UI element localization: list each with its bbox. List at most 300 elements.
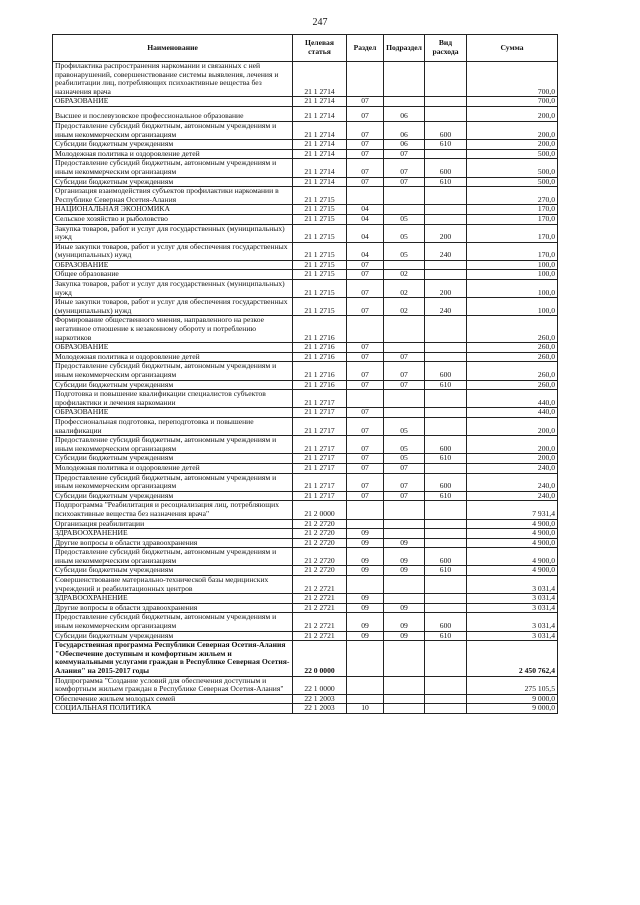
cell-subsection	[384, 694, 425, 704]
cell-subsection: 02	[384, 280, 425, 298]
table-row	[53, 473, 558, 491]
cell-code: 21 1 2714	[293, 121, 347, 139]
cell-subsection: 06	[384, 106, 425, 121]
cell-code: 21 1 2715	[293, 214, 347, 224]
cell-code: 21 1 2714	[293, 106, 347, 121]
table-row	[53, 538, 558, 548]
cell-section: 07	[347, 159, 384, 177]
cell-code: 21 2 2720	[293, 529, 347, 539]
cell-section	[347, 62, 384, 97]
cell-section: 09	[347, 631, 384, 641]
table-row	[53, 631, 558, 641]
cell-sum: 200,0	[467, 140, 558, 150]
table-row	[53, 159, 558, 177]
cell-name: ЗДРАВООХРАНЕНИЕ	[53, 529, 293, 539]
cell-subsection	[384, 187, 425, 205]
cell-section: 09	[347, 594, 384, 604]
cell-type: 600	[425, 436, 467, 454]
cell-type	[425, 529, 467, 539]
cell-sum: 240,0	[467, 473, 558, 491]
cell-code: 21 1 2717	[293, 463, 347, 473]
cell-code: 21 1 2716	[293, 380, 347, 390]
cell-code: 21 1 2717	[293, 436, 347, 454]
cell-subsection	[384, 205, 425, 215]
table-row	[53, 149, 558, 159]
cell-code: 21 1 2715	[293, 187, 347, 205]
cell-subsection: 05	[384, 214, 425, 224]
cell-sum: 700,0	[467, 97, 558, 107]
table-row	[53, 390, 558, 408]
cell-subsection: 07	[384, 380, 425, 390]
cell-sum: 3 031,4	[467, 594, 558, 604]
cell-sum: 700,0	[467, 62, 558, 97]
cell-sum: 260,0	[467, 352, 558, 362]
cell-code: 21 1 2717	[293, 454, 347, 464]
cell-name: Подпрограмма "Создание условий для обеспечения доступным и комфортным жильем граждан в Республике Северная Осетия-Алания"	[53, 676, 293, 694]
cell-type	[425, 463, 467, 473]
cell-section	[347, 501, 384, 519]
cell-subsection: 09	[384, 538, 425, 548]
table-row	[53, 463, 558, 473]
cell-subsection	[384, 576, 425, 594]
cell-section: 07	[347, 140, 384, 150]
table-row	[53, 641, 558, 676]
cell-section: 07	[347, 260, 384, 270]
table-row	[53, 694, 558, 704]
cell-type	[425, 417, 467, 435]
cell-section	[347, 187, 384, 205]
cell-section: 07	[347, 362, 384, 380]
cell-section: 07	[347, 280, 384, 298]
cell-type: 610	[425, 454, 467, 464]
cell-type: 610	[425, 491, 467, 501]
cell-subsection	[384, 62, 425, 97]
cell-code: 22 1 0000	[293, 676, 347, 694]
cell-subsection: 05	[384, 242, 425, 260]
cell-subsection: 07	[384, 149, 425, 159]
cell-code: 21 1 2717	[293, 473, 347, 491]
cell-sum: 200,0	[467, 417, 558, 435]
table-row	[53, 436, 558, 454]
cell-section	[347, 390, 384, 408]
table-row	[53, 242, 558, 260]
table-row	[53, 380, 558, 390]
table-row	[53, 280, 558, 298]
cell-subsection: 02	[384, 298, 425, 316]
cell-section: 07	[347, 454, 384, 464]
cell-sum: 260,0	[467, 380, 558, 390]
cell-code: 22 1 2003	[293, 704, 347, 714]
table-row	[53, 140, 558, 150]
table-row	[53, 214, 558, 224]
cell-code: 21 2 2721	[293, 594, 347, 604]
cell-subsection	[384, 704, 425, 714]
cell-type	[425, 149, 467, 159]
table-row	[53, 603, 558, 613]
cell-section	[347, 519, 384, 529]
cell-type	[425, 390, 467, 408]
cell-name: НАЦИОНАЛЬНАЯ ЭКОНОМИКА	[53, 205, 293, 215]
table-row	[53, 205, 558, 215]
cell-type: 200	[425, 224, 467, 242]
cell-section	[347, 641, 384, 676]
cell-subsection: 09	[384, 613, 425, 631]
cell-section: 09	[347, 566, 384, 576]
cell-section: 07	[347, 380, 384, 390]
cell-subsection	[384, 343, 425, 353]
cell-subsection	[384, 594, 425, 604]
cell-sum: 100,0	[467, 270, 558, 280]
cell-section: 07	[347, 417, 384, 435]
cell-name: Высшее и послевузовское профессиональное образование	[53, 106, 293, 121]
cell-name: Организация взаимодействия субъектов профилактики наркомании в Республике Северная Осетия-Алания	[53, 187, 293, 205]
table-row	[53, 491, 558, 501]
cell-name: Формирование общественного мнения, направленного на резкое негативное отношение к незаконному обороту и потреблению наркотиков	[53, 316, 293, 343]
table-row	[53, 613, 558, 631]
cell-type: 600	[425, 548, 467, 566]
cell-sum: 170,0	[467, 214, 558, 224]
cell-subsection: 09	[384, 566, 425, 576]
cell-sum: 500,0	[467, 149, 558, 159]
cell-section: 07	[347, 121, 384, 139]
header-sum: Сумма	[467, 35, 558, 62]
cell-code: 22 0 0000	[293, 641, 347, 676]
cell-section: 04	[347, 214, 384, 224]
cell-type: 610	[425, 631, 467, 641]
cell-type: 600	[425, 362, 467, 380]
cell-type	[425, 316, 467, 343]
cell-code: 21 1 2715	[293, 205, 347, 215]
cell-type	[425, 106, 467, 121]
cell-name: Субсидии бюджетным учреждениям	[53, 140, 293, 150]
cell-subsection	[384, 641, 425, 676]
cell-section: 10	[347, 704, 384, 714]
cell-sum: 500,0	[467, 159, 558, 177]
table-row	[53, 316, 558, 343]
table-row	[53, 298, 558, 316]
cell-subsection: 07	[384, 362, 425, 380]
cell-section: 09	[347, 529, 384, 539]
cell-type	[425, 519, 467, 529]
cell-sum: 200,0	[467, 121, 558, 139]
cell-section: 04	[347, 242, 384, 260]
table-row	[53, 224, 558, 242]
cell-section: 07	[347, 436, 384, 454]
cell-code: 21 1 2717	[293, 491, 347, 501]
cell-code: 21 1 2714	[293, 97, 347, 107]
cell-name: Предоставление субсидий бюджетным, автономным учреждениям и иным некоммерческим организациям	[53, 473, 293, 491]
cell-subsection	[384, 408, 425, 418]
cell-subsection: 06	[384, 121, 425, 139]
cell-name: ОБРАЗОВАНИЕ	[53, 343, 293, 353]
cell-name: Профилактика распространения наркомании и связанных с ней правонарушений, совершенствование системы выявления, лечения и реабилитации лиц, потребляющих психоактивные вещества без назначения врача	[53, 62, 293, 97]
cell-type: 240	[425, 298, 467, 316]
table-row	[53, 454, 558, 464]
cell-sum: 500,0	[467, 177, 558, 187]
cell-type	[425, 641, 467, 676]
cell-name: Иные закупки товаров, работ и услуг для обеспечения государственных (муниципальных) нужд	[53, 242, 293, 260]
cell-code: 21 1 2717	[293, 408, 347, 418]
cell-name: Субсидии бюджетным учреждениям	[53, 566, 293, 576]
cell-code: 21 1 2716	[293, 343, 347, 353]
cell-subsection: 05	[384, 224, 425, 242]
cell-sum: 275 105,5	[467, 676, 558, 694]
cell-section: 04	[347, 224, 384, 242]
cell-type	[425, 676, 467, 694]
cell-type: 200	[425, 280, 467, 298]
cell-sum: 170,0	[467, 242, 558, 260]
cell-sum: 260,0	[467, 362, 558, 380]
cell-type: 610	[425, 140, 467, 150]
cell-type: 610	[425, 566, 467, 576]
cell-type: 610	[425, 380, 467, 390]
cell-section: 07	[347, 97, 384, 107]
cell-subsection: 09	[384, 631, 425, 641]
page-number: 247	[312, 17, 328, 28]
table-row	[53, 352, 558, 362]
table-row	[53, 97, 558, 107]
cell-code: 21 1 2715	[293, 224, 347, 242]
cell-sum: 7 931,4	[467, 501, 558, 519]
table-row	[53, 501, 558, 519]
cell-code: 21 1 2714	[293, 140, 347, 150]
cell-subsection: 07	[384, 491, 425, 501]
cell-section: 07	[347, 473, 384, 491]
cell-subsection: 05	[384, 417, 425, 435]
cell-section: 07	[347, 106, 384, 121]
cell-sum: 100,0	[467, 260, 558, 270]
cell-name: Предоставление субсидий бюджетным, автономным учреждениям и иным некоммерческим организациям	[53, 121, 293, 139]
cell-name: Другие вопросы в области здравоохранения	[53, 538, 293, 548]
table-row	[53, 62, 558, 97]
cell-section: 07	[347, 352, 384, 362]
cell-type	[425, 694, 467, 704]
cell-type	[425, 594, 467, 604]
cell-name: Предоставление субсидий бюджетным, автономным учреждениям и иным некоммерческим организациям	[53, 159, 293, 177]
cell-type	[425, 214, 467, 224]
cell-sum: 440,0	[467, 408, 558, 418]
cell-subsection	[384, 316, 425, 343]
cell-name: ОБРАЗОВАНИЕ	[53, 408, 293, 418]
cell-subsection: 07	[384, 159, 425, 177]
table-row	[53, 177, 558, 187]
header-section: Раздел	[347, 35, 384, 62]
cell-type	[425, 408, 467, 418]
cell-type	[425, 205, 467, 215]
cell-section	[347, 676, 384, 694]
cell-sum: 270,0	[467, 187, 558, 205]
table-row	[53, 187, 558, 205]
cell-sum: 9 000,0	[467, 694, 558, 704]
cell-name: СОЦИАЛЬНАЯ ПОЛИТИКА	[53, 704, 293, 714]
cell-type: 600	[425, 613, 467, 631]
cell-name: Предоставление субсидий бюджетным, автономным учреждениям и иным некоммерческим организациям	[53, 362, 293, 380]
cell-name: Субсидии бюджетным учреждениям	[53, 454, 293, 464]
cell-name: Подготовка и повышение квалификации специалистов субъектов профилактики и лечения наркомании	[53, 390, 293, 408]
cell-subsection: 09	[384, 548, 425, 566]
table-row	[53, 548, 558, 566]
cell-type	[425, 576, 467, 594]
cell-name: Молодежная политика и оздоровление детей	[53, 149, 293, 159]
cell-subsection: 07	[384, 463, 425, 473]
cell-name: Общее образование	[53, 270, 293, 280]
cell-subsection: 02	[384, 270, 425, 280]
table-row	[53, 260, 558, 270]
cell-code: 21 1 2716	[293, 362, 347, 380]
cell-type	[425, 501, 467, 519]
cell-name: Субсидии бюджетным учреждениям	[53, 491, 293, 501]
header-name: Наименование	[53, 35, 293, 62]
cell-section: 07	[347, 270, 384, 280]
cell-sum: 100,0	[467, 298, 558, 316]
cell-subsection	[384, 390, 425, 408]
cell-name: Закупка товаров, работ и услуг для государственных (муниципальных) нужд	[53, 224, 293, 242]
cell-name: Закупка товаров, работ и услуг для государственных (муниципальных) нужд	[53, 280, 293, 298]
cell-code: 21 2 0000	[293, 501, 347, 519]
cell-sum: 260,0	[467, 316, 558, 343]
cell-section: 07	[347, 463, 384, 473]
cell-code: 21 1 2715	[293, 298, 347, 316]
cell-name: ОБРАЗОВАНИЕ	[53, 97, 293, 107]
cell-subsection	[384, 676, 425, 694]
cell-name: Иные закупки товаров, работ и услуг для обеспечения государственных (муниципальных) нужд	[53, 298, 293, 316]
cell-subsection: 07	[384, 177, 425, 187]
cell-subsection	[384, 260, 425, 270]
cell-code: 21 2 2721	[293, 603, 347, 613]
cell-type	[425, 603, 467, 613]
cell-type	[425, 343, 467, 353]
cell-section	[347, 316, 384, 343]
cell-type	[425, 704, 467, 714]
cell-name: Молодежная политика и оздоровление детей	[53, 352, 293, 362]
cell-name: Предоставление субсидий бюджетным, автономным учреждениям и иным некоммерческим организациям	[53, 548, 293, 566]
header-type: Вид расхода	[425, 35, 467, 62]
cell-name: ЗДРАВООХРАНЕНИЕ	[53, 594, 293, 604]
table-row	[53, 362, 558, 380]
cell-subsection	[384, 529, 425, 539]
header-code: Целевая статья	[293, 35, 347, 62]
cell-sum: 3 031,4	[467, 631, 558, 641]
table-row	[53, 408, 558, 418]
cell-code: 21 1 2716	[293, 352, 347, 362]
table-row	[53, 594, 558, 604]
cell-code: 21 2 2720	[293, 538, 347, 548]
cell-section: 07	[347, 298, 384, 316]
cell-section: 09	[347, 613, 384, 631]
cell-code: 21 1 2714	[293, 62, 347, 97]
cell-type	[425, 270, 467, 280]
cell-type: 600	[425, 159, 467, 177]
cell-sum: 4 900,0	[467, 566, 558, 576]
cell-section: 04	[347, 205, 384, 215]
cell-sum: 4 900,0	[467, 548, 558, 566]
cell-subsection: 06	[384, 140, 425, 150]
cell-code: 21 1 2714	[293, 149, 347, 159]
cell-section: 07	[347, 343, 384, 353]
table-header-row	[53, 35, 558, 62]
cell-sum: 3 031,4	[467, 613, 558, 631]
cell-code: 21 1 2715	[293, 280, 347, 298]
cell-section: 07	[347, 408, 384, 418]
cell-sum: 4 900,0	[467, 538, 558, 548]
cell-name: Субсидии бюджетным учреждениям	[53, 380, 293, 390]
cell-subsection	[384, 519, 425, 529]
cell-name: Молодежная политика и оздоровление детей	[53, 463, 293, 473]
cell-sum: 4 900,0	[467, 529, 558, 539]
cell-subsection: 09	[384, 603, 425, 613]
cell-section: 07	[347, 491, 384, 501]
cell-name: Подпрограмма "Реабилитация и ресоциализация лиц, потребляющих психоактивные вещества без назначения врача"	[53, 501, 293, 519]
cell-code: 21 2 2721	[293, 631, 347, 641]
cell-name: ОБРАЗОВАНИЕ	[53, 260, 293, 270]
cell-section: 07	[347, 149, 384, 159]
table-row	[53, 704, 558, 714]
cell-sum: 200,0	[467, 454, 558, 464]
cell-type: 240	[425, 242, 467, 260]
cell-code: 21 1 2715	[293, 260, 347, 270]
cell-name: Предоставление субсидий бюджетным, автономным учреждениям и иным некоммерческим организациям	[53, 613, 293, 631]
cell-sum: 4 900,0	[467, 519, 558, 529]
table-row	[53, 270, 558, 280]
cell-type	[425, 352, 467, 362]
cell-sum: 170,0	[467, 205, 558, 215]
table-row	[53, 566, 558, 576]
cell-subsection: 07	[384, 473, 425, 491]
cell-type	[425, 62, 467, 97]
cell-name: Другие вопросы в области здравоохранения	[53, 603, 293, 613]
cell-type	[425, 187, 467, 205]
cell-type: 600	[425, 473, 467, 491]
cell-name: Совершенствование материально-технической базы медицинских учреждений и реабилитационных центров	[53, 576, 293, 594]
cell-sum: 3 031,4	[467, 576, 558, 594]
cell-section: 07	[347, 177, 384, 187]
cell-code: 21 2 2720	[293, 519, 347, 529]
cell-name: Организация реабилитации	[53, 519, 293, 529]
cell-name: Профессиональная подготовка, переподготовка и повышение квалификации	[53, 417, 293, 435]
cell-sum: 2 450 762,4	[467, 641, 558, 676]
cell-sum: 170,0	[467, 224, 558, 242]
cell-sum: 3 031,4	[467, 603, 558, 613]
cell-code: 21 2 2721	[293, 613, 347, 631]
table-row	[53, 576, 558, 594]
cell-code: 21 1 2714	[293, 159, 347, 177]
cell-code: 21 1 2717	[293, 390, 347, 408]
cell-sum: 260,0	[467, 343, 558, 353]
table-body	[53, 62, 558, 714]
cell-name: Обеспечение жильем молодых семей	[53, 694, 293, 704]
cell-type	[425, 97, 467, 107]
cell-type: 600	[425, 121, 467, 139]
cell-sum: 100,0	[467, 280, 558, 298]
cell-subsection: 07	[384, 352, 425, 362]
table-row	[53, 343, 558, 353]
cell-section: 09	[347, 538, 384, 548]
cell-name: Государственная программа Республики Северная Осетия-Алания "Обеспечение доступным и комфортным жильем и коммунальными услугами граждан в Республике Северная Осетия-Алания" на 2015-2017 годы	[53, 641, 293, 676]
cell-code: 21 1 2717	[293, 417, 347, 435]
table-row	[53, 676, 558, 694]
cell-section	[347, 576, 384, 594]
table-row	[53, 519, 558, 529]
cell-name: Предоставление субсидий бюджетным, автономным учреждениям и иным некоммерческим организациям	[53, 436, 293, 454]
cell-sum: 200,0	[467, 106, 558, 121]
cell-sum: 240,0	[467, 463, 558, 473]
cell-sum: 440,0	[467, 390, 558, 408]
cell-subsection	[384, 97, 425, 107]
table-row	[53, 106, 558, 121]
cell-code: 21 1 2714	[293, 177, 347, 187]
budget-table	[52, 34, 558, 714]
cell-subsection: 05	[384, 436, 425, 454]
